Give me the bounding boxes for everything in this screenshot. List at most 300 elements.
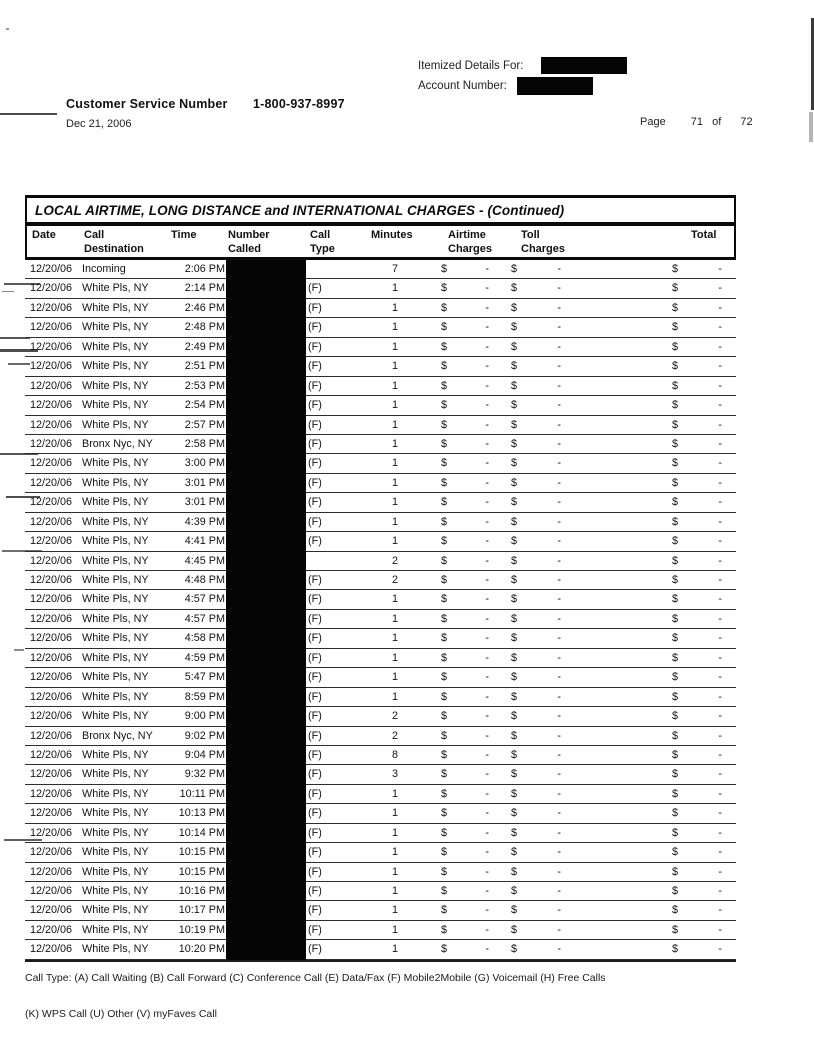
- col-header-total: Total: [691, 229, 717, 241]
- cell-time: 3:01 PM: [184, 476, 225, 489]
- cell-currency: $: [672, 418, 679, 431]
- cell-time: 10:17 PM: [178, 904, 225, 917]
- cell-destination: White Pls, NY: [82, 399, 149, 412]
- page-label: Page: [640, 116, 666, 128]
- table-row: [25, 921, 736, 940]
- cell-toll: -: [557, 301, 561, 314]
- table-row: [25, 532, 736, 551]
- cell-date: 12/20/06: [30, 651, 73, 664]
- cell-total: -: [718, 710, 722, 723]
- table-row: [25, 882, 736, 901]
- cell-toll: -: [557, 457, 561, 470]
- cell-type: (F): [308, 787, 322, 800]
- cell-total: -: [718, 282, 722, 295]
- call-type-legend-line1: Call Type: (A) Call Waiting (B) Call Forward (C) Conference Call (E) Data/Fax (F) Mobile2Mobile (G) Voicemail (H) Free Calls: [25, 972, 606, 984]
- cell-currency: $: [672, 748, 679, 761]
- cell-currency: $: [511, 437, 518, 450]
- table-body: [25, 260, 736, 962]
- cell-toll: -: [557, 612, 561, 625]
- page-total: 72: [740, 116, 753, 128]
- cell-total: -: [718, 399, 722, 412]
- cell-currency: $: [672, 379, 679, 392]
- cell-type: (F): [308, 807, 322, 820]
- redaction-itemized-name: [541, 57, 627, 74]
- cell-airtime: -: [485, 496, 489, 509]
- cell-date: 12/20/06: [30, 748, 73, 761]
- cell-date: 12/20/06: [30, 787, 73, 800]
- table-row: [25, 727, 736, 746]
- cell-minutes: 1: [391, 612, 398, 625]
- cell-total: -: [718, 865, 722, 878]
- cell-currency: $: [441, 748, 448, 761]
- cell-currency: $: [672, 904, 679, 917]
- cell-currency: $: [511, 554, 518, 567]
- cell-toll: -: [557, 690, 561, 703]
- cell-toll: -: [557, 321, 561, 334]
- cell-currency: $: [441, 807, 448, 820]
- cell-airtime: -: [485, 612, 489, 625]
- cell-time: 9:32 PM: [184, 768, 225, 781]
- col-header-call-type-1: Call: [310, 229, 331, 241]
- cell-airtime: -: [485, 399, 489, 412]
- cell-airtime: -: [485, 574, 489, 586]
- cell-date: 12/20/06: [30, 340, 73, 353]
- cell-currency: $: [441, 321, 448, 334]
- col-header-called: Called: [228, 243, 262, 255]
- cell-currency: $: [672, 710, 679, 723]
- table-row: [25, 454, 736, 473]
- cell-destination: White Pls, NY: [82, 593, 149, 606]
- cell-airtime: -: [485, 807, 489, 820]
- cell-currency: $: [441, 826, 448, 839]
- cell-airtime: -: [485, 263, 489, 275]
- cell-time: 2:06 PM: [184, 263, 225, 275]
- cell-destination: White Pls, NY: [82, 515, 149, 528]
- cell-time: 10:16 PM: [178, 885, 225, 897]
- cell-destination: White Pls, NY: [82, 457, 149, 470]
- cell-currency: $: [511, 496, 518, 509]
- cell-toll: -: [557, 768, 561, 781]
- cell-destination: White Pls, NY: [82, 282, 149, 295]
- cell-airtime: -: [485, 554, 489, 567]
- cell-type: (F): [308, 515, 322, 528]
- cell-currency: $: [441, 787, 448, 800]
- cell-currency: $: [672, 671, 679, 684]
- cell-minutes: 1: [391, 787, 398, 800]
- col-header-number: Number: [228, 229, 270, 241]
- table-row: [25, 357, 736, 376]
- cell-type: (F): [308, 826, 322, 839]
- cell-date: 12/20/06: [30, 457, 73, 470]
- cell-currency: $: [441, 301, 448, 314]
- cell-destination: White Pls, NY: [82, 535, 149, 548]
- cell-destination: White Pls, NY: [82, 865, 149, 878]
- cell-minutes: 1: [391, 632, 398, 645]
- cell-currency: $: [672, 690, 679, 703]
- cell-total: -: [718, 263, 722, 275]
- cell-airtime: -: [485, 632, 489, 645]
- table-row: [25, 571, 736, 590]
- cell-minutes: 1: [391, 496, 398, 509]
- table-row: [25, 746, 736, 765]
- cell-total: -: [718, 457, 722, 470]
- cell-type: (F): [308, 282, 322, 295]
- cell-type: (F): [308, 399, 322, 412]
- table-row: [25, 260, 736, 279]
- cell-toll: -: [557, 496, 561, 509]
- cell-minutes: 1: [391, 301, 398, 314]
- cell-currency: $: [672, 787, 679, 800]
- cell-destination: White Pls, NY: [82, 496, 149, 509]
- cell-total: -: [718, 690, 722, 703]
- cell-currency: $: [672, 399, 679, 412]
- cell-total: -: [718, 651, 722, 664]
- cell-toll: -: [557, 437, 561, 450]
- cell-currency: $: [511, 885, 518, 897]
- cell-minutes: 2: [391, 729, 398, 742]
- cell-type: (F): [308, 690, 322, 703]
- cell-type: (F): [308, 943, 322, 956]
- cell-airtime: -: [485, 826, 489, 839]
- col-header-airtime-charges: Charges: [448, 243, 493, 255]
- cell-type: (F): [308, 710, 322, 723]
- cell-currency: $: [441, 360, 448, 373]
- cell-airtime: -: [485, 418, 489, 431]
- itemized-details-label: Itemized Details For:: [418, 60, 524, 72]
- cell-type: (F): [308, 321, 322, 334]
- cell-minutes: 1: [391, 923, 398, 936]
- cell-date: 12/20/06: [30, 671, 73, 684]
- cell-toll: -: [557, 360, 561, 373]
- cell-airtime: -: [485, 710, 489, 723]
- cell-time: 2:57 PM: [184, 418, 225, 431]
- cell-currency: $: [672, 885, 679, 897]
- table-row: [25, 590, 736, 609]
- cell-total: -: [718, 574, 722, 586]
- table-row: [25, 785, 736, 804]
- cell-currency: $: [441, 515, 448, 528]
- cell-time: 2:51 PM: [184, 360, 225, 373]
- cell-destination: White Pls, NY: [82, 612, 149, 625]
- cell-date: 12/20/06: [30, 301, 73, 314]
- cell-total: -: [718, 807, 722, 820]
- cell-toll: -: [557, 399, 561, 412]
- cell-date: 12/20/06: [30, 885, 73, 897]
- cell-destination: White Pls, NY: [82, 943, 149, 956]
- cell-toll: -: [557, 943, 561, 956]
- cell-currency: $: [672, 340, 679, 353]
- cell-toll: -: [557, 651, 561, 664]
- cell-time: 4:59 PM: [184, 651, 225, 664]
- cell-type: (F): [308, 496, 322, 509]
- cell-time: 4:58 PM: [184, 632, 225, 645]
- table-row: [25, 396, 736, 415]
- cell-destination: White Pls, NY: [82, 632, 149, 645]
- cell-currency: $: [441, 710, 448, 723]
- cell-time: 2:54 PM: [184, 399, 225, 412]
- cell-currency: $: [672, 476, 679, 489]
- page-number: 71: [690, 116, 704, 128]
- cell-minutes: 1: [391, 399, 398, 412]
- cell-currency: $: [441, 923, 448, 936]
- cell-destination: White Pls, NY: [82, 885, 149, 897]
- cell-type: (F): [308, 923, 322, 936]
- table-row: [25, 435, 736, 454]
- cell-airtime: -: [485, 885, 489, 897]
- cell-airtime: -: [485, 865, 489, 878]
- cell-total: -: [718, 846, 722, 859]
- cell-currency: $: [511, 826, 518, 839]
- cell-airtime: -: [485, 748, 489, 761]
- table-row: [25, 824, 736, 843]
- cell-currency: $: [672, 768, 679, 781]
- cell-currency: $: [441, 904, 448, 917]
- cell-currency: $: [511, 418, 518, 431]
- cell-total: -: [718, 593, 722, 606]
- cell-total: -: [718, 748, 722, 761]
- cell-currency: $: [441, 768, 448, 781]
- cell-currency: $: [672, 826, 679, 839]
- cell-minutes: 1: [391, 885, 398, 897]
- cell-total: -: [718, 379, 722, 392]
- cell-currency: $: [511, 399, 518, 412]
- cell-airtime: -: [485, 340, 489, 353]
- cell-airtime: -: [485, 768, 489, 781]
- cell-time: 10:15 PM: [178, 846, 225, 859]
- cell-type: (F): [308, 418, 322, 431]
- cell-destination: White Pls, NY: [82, 748, 149, 761]
- cell-minutes: 1: [391, 690, 398, 703]
- cell-time: 4:39 PM: [184, 515, 225, 528]
- cell-currency: $: [672, 321, 679, 334]
- cell-currency: $: [511, 690, 518, 703]
- table-row: [25, 552, 736, 571]
- cell-date: 12/20/06: [30, 729, 73, 742]
- cell-currency: $: [441, 943, 448, 956]
- cell-currency: $: [441, 535, 448, 548]
- cell-currency: $: [441, 437, 448, 450]
- cell-minutes: 3: [391, 768, 398, 781]
- cell-destination: White Pls, NY: [82, 554, 149, 567]
- cell-airtime: -: [485, 690, 489, 703]
- cell-type: (F): [308, 671, 322, 684]
- cell-destination: Bronx Nyc, NY: [82, 729, 153, 742]
- cell-type: (F): [308, 612, 322, 625]
- charges-table: [25, 195, 736, 962]
- cell-airtime: -: [485, 437, 489, 450]
- scan-artifact: [809, 112, 813, 142]
- scan-artifact: [14, 649, 24, 651]
- table-row: [25, 279, 736, 298]
- cell-toll: -: [557, 826, 561, 839]
- cell-toll: -: [557, 632, 561, 645]
- cell-type: (F): [308, 846, 322, 859]
- cell-date: 12/20/06: [30, 574, 73, 586]
- cell-toll: -: [557, 846, 561, 859]
- cell-minutes: 1: [391, 671, 398, 684]
- cell-currency: $: [672, 554, 679, 567]
- cell-type: (F): [308, 476, 322, 489]
- cell-time: 2:53 PM: [184, 379, 225, 392]
- cell-currency: $: [511, 301, 518, 314]
- cell-currency: $: [511, 710, 518, 723]
- cell-currency: $: [672, 865, 679, 878]
- cell-time: 4:57 PM: [184, 612, 225, 625]
- cell-destination: White Pls, NY: [82, 671, 149, 684]
- table-row: [25, 338, 736, 357]
- cell-destination: White Pls, NY: [82, 807, 149, 820]
- col-header-toll-charges: Charges: [521, 243, 566, 255]
- cell-date: 12/20/06: [30, 554, 73, 567]
- cell-currency: $: [672, 496, 679, 509]
- cell-toll: -: [557, 574, 561, 586]
- table-row: [25, 940, 736, 959]
- cell-currency: $: [441, 651, 448, 664]
- cell-time: 2:46 PM: [184, 301, 225, 314]
- cell-currency: $: [511, 360, 518, 373]
- cell-minutes: 1: [391, 418, 398, 431]
- cell-time: 10:11 PM: [179, 787, 225, 800]
- cell-minutes: 1: [391, 457, 398, 470]
- cell-type: (F): [308, 865, 322, 878]
- cell-total: -: [718, 923, 722, 936]
- cell-total: -: [718, 301, 722, 314]
- cell-minutes: 1: [391, 321, 398, 334]
- cell-currency: $: [672, 923, 679, 936]
- cell-total: -: [718, 826, 722, 839]
- col-header-destination: Destination: [84, 243, 144, 255]
- cell-currency: $: [672, 846, 679, 859]
- cell-minutes: 1: [391, 904, 398, 917]
- cell-minutes: 1: [391, 437, 398, 450]
- cell-currency: $: [672, 301, 679, 314]
- cell-total: -: [718, 360, 722, 373]
- cell-date: 12/20/06: [30, 593, 73, 606]
- cell-currency: $: [511, 923, 518, 936]
- cell-currency: $: [441, 418, 448, 431]
- cell-currency: $: [441, 399, 448, 412]
- cell-currency: $: [511, 593, 518, 606]
- cell-destination: Incoming: [82, 263, 126, 275]
- cell-currency: $: [441, 865, 448, 878]
- table-header-row: [25, 226, 736, 260]
- cell-type: (F): [308, 437, 322, 450]
- cell-currency: $: [511, 574, 518, 586]
- table-row: [25, 688, 736, 707]
- cell-currency: $: [441, 846, 448, 859]
- cell-total: -: [718, 321, 722, 334]
- cell-date: 12/20/06: [30, 768, 73, 781]
- cell-minutes: 1: [391, 807, 398, 820]
- cell-currency: $: [441, 340, 448, 353]
- cell-total: -: [718, 671, 722, 684]
- cell-total: -: [718, 632, 722, 645]
- cell-airtime: -: [485, 476, 489, 489]
- cell-total: -: [718, 612, 722, 625]
- cell-type: (F): [308, 885, 322, 897]
- cell-currency: $: [511, 846, 518, 859]
- redaction-account-number: [517, 77, 593, 95]
- cell-currency: $: [511, 748, 518, 761]
- cell-date: 12/20/06: [30, 282, 73, 295]
- table-row: [25, 610, 736, 629]
- cell-time: 10:14 PM: [178, 826, 225, 839]
- cell-total: -: [718, 515, 722, 528]
- cell-time: 10:13 PM: [178, 807, 225, 820]
- cell-destination: White Pls, NY: [82, 321, 149, 334]
- cell-toll: -: [557, 807, 561, 820]
- account-number-label: Account Number:: [418, 80, 507, 92]
- cell-airtime: -: [485, 904, 489, 917]
- table-row: [25, 493, 736, 512]
- cell-currency: $: [511, 943, 518, 956]
- cell-date: 12/20/06: [30, 379, 73, 392]
- cell-toll: -: [557, 885, 561, 897]
- cell-toll: -: [557, 729, 561, 742]
- cell-currency: $: [441, 632, 448, 645]
- cell-minutes: 1: [391, 515, 398, 528]
- cell-toll: -: [557, 282, 561, 295]
- cell-date: 12/20/06: [30, 846, 73, 859]
- cell-destination: White Pls, NY: [82, 768, 149, 781]
- cell-date: 12/20/06: [30, 515, 73, 528]
- cell-airtime: -: [485, 457, 489, 470]
- cell-currency: $: [511, 535, 518, 548]
- col-header-minutes: Minutes: [371, 229, 413, 241]
- col-header-call: Call: [84, 229, 105, 241]
- cell-currency: $: [511, 282, 518, 295]
- cell-airtime: -: [485, 379, 489, 392]
- cell-time: 10:19 PM: [178, 923, 225, 936]
- cell-currency: $: [441, 690, 448, 703]
- cell-airtime: -: [485, 729, 489, 742]
- cell-minutes: 1: [391, 282, 398, 295]
- cell-minutes: 1: [391, 846, 398, 859]
- table-title-box: [25, 195, 736, 226]
- cell-type: (F): [308, 768, 322, 781]
- cell-total: -: [718, 904, 722, 917]
- cell-total: -: [718, 476, 722, 489]
- cell-airtime: -: [485, 923, 489, 936]
- cell-minutes: 2: [391, 710, 398, 723]
- cell-date: 12/20/06: [30, 710, 73, 723]
- cell-airtime: -: [485, 535, 489, 548]
- cell-toll: -: [557, 340, 561, 353]
- cell-currency: $: [672, 535, 679, 548]
- cell-date: 12/20/06: [30, 612, 73, 625]
- cell-currency: $: [511, 321, 518, 334]
- cell-currency: $: [441, 282, 448, 295]
- cell-toll: -: [557, 904, 561, 917]
- col-header-call-type-2: Type: [310, 243, 335, 255]
- cell-date: 12/20/06: [30, 690, 73, 703]
- cell-airtime: -: [485, 301, 489, 314]
- cell-toll: -: [557, 787, 561, 800]
- cell-total: -: [718, 787, 722, 800]
- cell-time: 9:00 PM: [184, 710, 225, 723]
- table-title: LOCAL AIRTIME, LONG DISTANCE and INTERNATIONAL CHARGES - (Continued): [35, 202, 565, 218]
- cell-currency: $: [511, 671, 518, 684]
- cell-currency: $: [672, 632, 679, 645]
- cell-destination: White Pls, NY: [82, 418, 149, 431]
- cell-airtime: -: [485, 593, 489, 606]
- col-header-toll: Toll: [521, 229, 540, 241]
- cell-toll: -: [557, 671, 561, 684]
- cell-minutes: 1: [391, 593, 398, 606]
- cell-type: (F): [308, 729, 322, 742]
- cell-date: 12/20/06: [30, 476, 73, 489]
- cell-time: 2:58 PM: [184, 437, 225, 450]
